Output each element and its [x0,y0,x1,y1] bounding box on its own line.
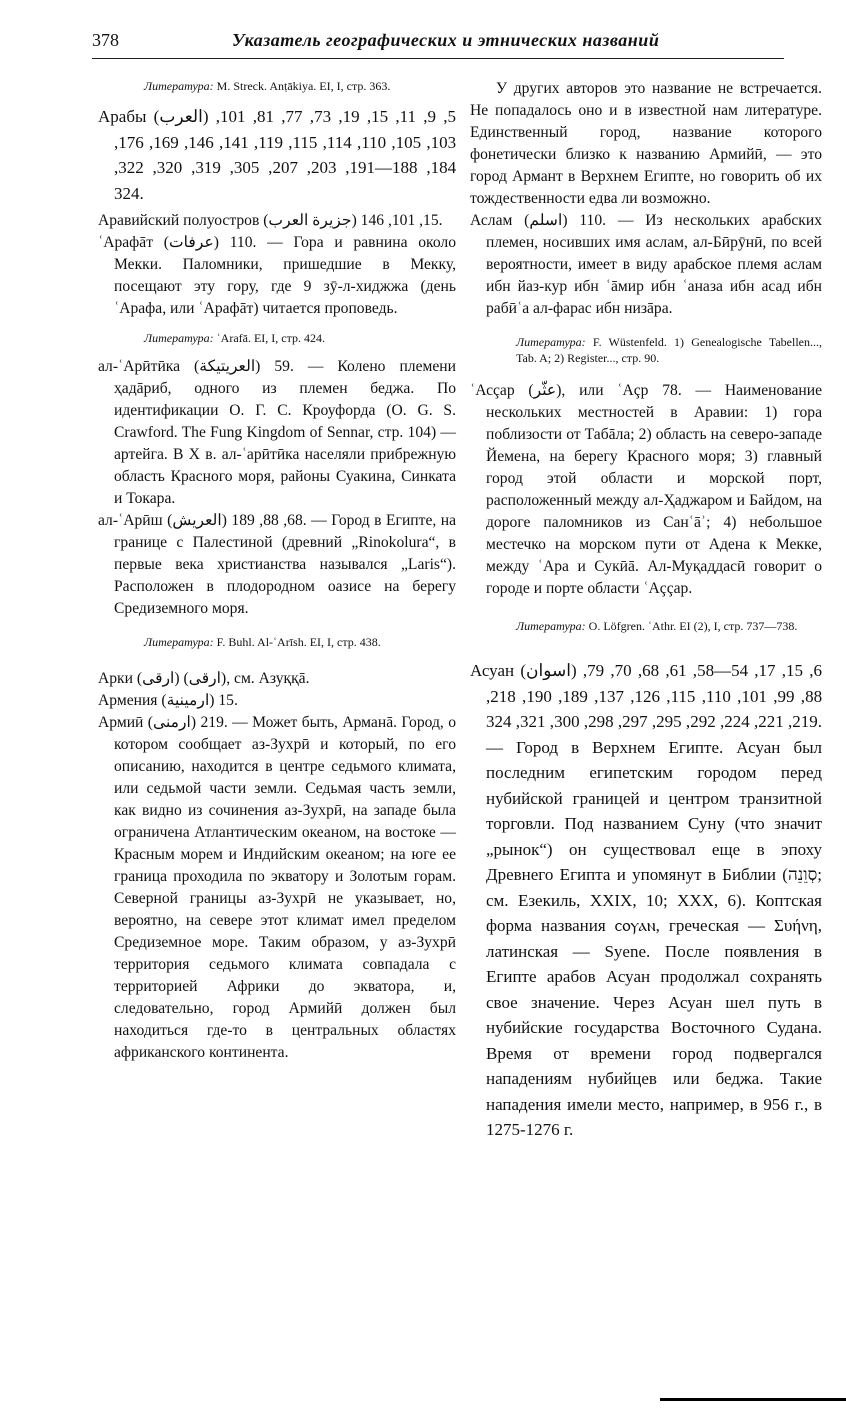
index-entry: ал-ʿАрӣш (العريش) 68, 88, 189. — Город в Египте, на границе с Палестиной (древний „Rinokolura“, в первые века христианства назывался „Laris“). Расположен в плодородном оазисе на берегу Средиземного моря. [98,512,457,617]
index-entry-continuation: У других авторов это название не встречается. Не попадалось оно и в известной нам литературе. Единственный город, название которого фонетически близко к названию Армийӣ, — это город Армант в Верхнем Египте, но говорить об их тождественности едва ли возможно. [470,80,822,207]
index-entry: Аравийский полуостров (جزيرة العرب) 15, 101, 146. [98,212,443,229]
page-number: 378 [92,30,119,50]
index-entry: Асуан (اسوان) 6, 15, 17, 54—58, 61, 68, 70, 79, 88, 99, 101, 110, 115, 126, 137, 189, 190, 218, 219, 221, 224, 292, 295, 297, 298, 300, 321, 324. — Город в Верхнем Египте. Асуан был последним египетским городом перед нубийской границей и центром транзитной торговли. Под названием Суну (что значит „рынок“) он существовал еще в эпоху Древнего Египта и упомянут в Библии (סְוֵנֵה; см. Езекиль, XXIX, 10; XXX, 6). Коптская форма названия ⲥⲟⲩⲁⲛ, греческая — Συήνη, латинская — Syene. После появления в Египте арабов Асуан продолжал сохранять свое значение. Через Асуан шел путь в нубийские государства Восточного Судана. Время от времени город подвергался нападениям нубийцев или беджа. Такие нападения имели место, например, в 956 г., в 1275-1276 г. [470,661,823,1139]
index-entry: Аслам (اسلم) 110. — Из нескольких арабских племен, носивших имя аслам, ал-Бӣрӯнӣ, по всей вероятности, имеет в виду арабское племя аслам ибн йаз-кур ибн ʿāмир ибн ʿаназа ибн асад ибн рабӣʿа ал-фарас ибн низāра. [470,212,822,317]
index-entry: Армения (ارمينية) 15. [98,692,238,709]
index-entry: Армиӣ (ارمنى) 219. — Может быть, Арманā. Город, о котором сообщает аз-Зухрӣ и который, по его описанию, находится в центре седьмого климата, или седьмой части земли. Седьмая часть земли, как видно из сочинения аз-Зухрӣ, на западе была ограничена Атлантическим океаном, на востоке — Красным морем и Индийским океаном; на юге ее граница проходила по экватору и Золотым горам. Северной границы аз-Зухрӣ не указывает, но, вероятно, на севере этот климат имел пределом Средиземное море. Таким образом, у аз-Зухрӣ территория седьмого климата совпадала с территорией Африки до экватора, и, следовательно, город Армийӣ должен был находиться где-то в центральных областях африканского континента. [98,714,456,1061]
index-entry: Арки (ارقى) (ارقى), см. Азуққā. [98,670,310,687]
literature-note: Литература: F. Wüstenfeld. 1) Genealogische Tabellen..., Tab. A; 2) Register..., стр. 90. [516,335,822,365]
index-entry: ʿАсçар (عثّر), или ʿАçр 78. — Наименование нескольких местностей в Аравии: 1) гора поблизости от Табāла; 2) область на северо-западе Йемена, на берегу Красного моря; 3) главный город этой области и морской порт, расположенный между ал-Ҳаджаром и Байдом, на дороге паломников из Санʿāʾ; 4) небольшое местечко на морском пути от Адена к Мекке, между ʿАра и Сукӣā. Ал-Муқаддасӣ говорит о городе и порте области ʿАççар. [470,382,823,597]
header-rule [92,58,784,59]
literature-note: Литература: M. Streck. Anṭākiya. EI, I, стр. 363. [144,79,391,93]
index-entry: Арабы (العرب) 5, 9, 11, 15, 19, 73, 77, 81, 101, 103, 105, 110, 114, 115, 119, 141, 146, 169, 176, 184, 188—191, 203, 207, 305, 319, 320, 322, 324. [98,107,457,203]
running-title: Указатель географических и этнических названий [232,30,660,50]
left-column [98,78,456,1064]
right-column [470,78,822,1143]
literature-note: Литература: ʿArafā. EI, I, стр. 424. [144,331,326,345]
index-entry: ʿАрафāт (عرفات) 110. — Гора и равнина около Мекки. Паломники, пришедшие в Мекку, посещают эту гору, где 9 зӯ-л-хиджжа (день ʿАрафа, или ʿАрафāт) читается проповедь. [98,234,456,317]
page-header [92,30,782,56]
literature-note: Литература: F. Buhl. Al-ʿArīsh. EI, I, стр. 438. [144,635,381,649]
literature-note: Литература: O. Löfgren. ʿAthr. EI (2), I, стр. 737—738. [516,619,798,633]
bottom-edge-rule [660,1398,846,1401]
index-entry: ал-ʿАрӣтӣка (العريتيكة) 59. — Колено племени ҳадāриб, одного из племен беджа. По идентификации О. Г. С. Кроуфорда (O. G. S. Crawford. The Fung Kingdom of Sennar, стр. 104) — артейга. В X в. ал-ʿарӣтӣка населяли прибрежную область Красного моря, районы Суакина, Синката и Токара. [98,358,456,507]
